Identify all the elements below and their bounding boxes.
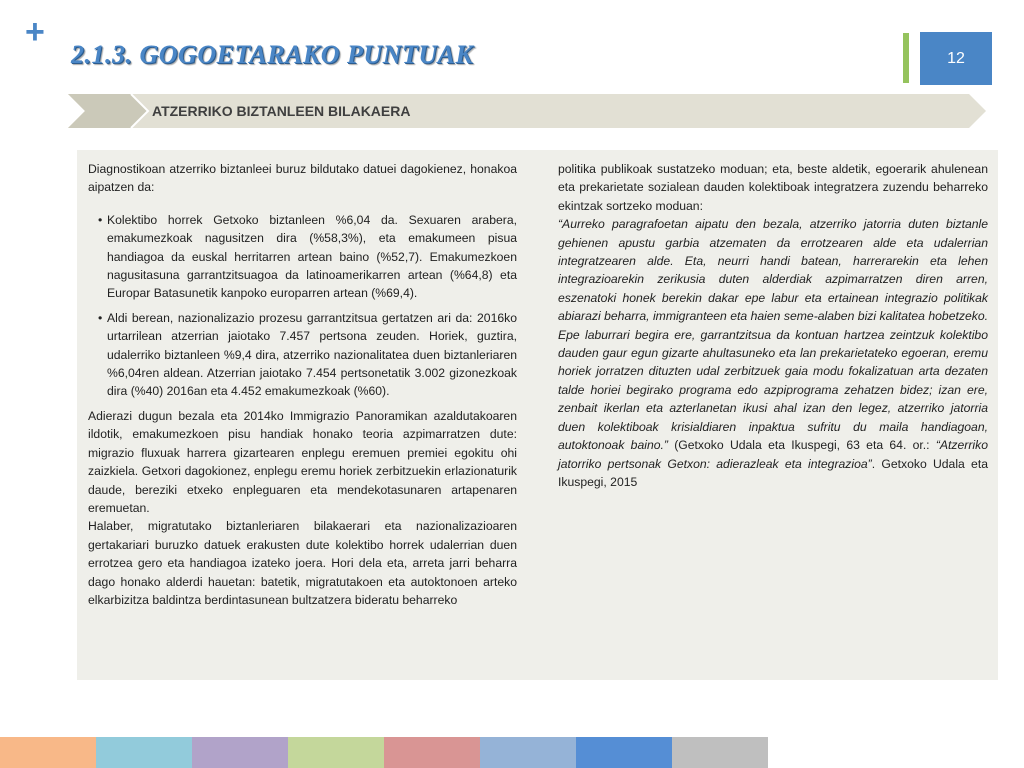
plus-icon: +	[25, 13, 45, 51]
citation-text: . Getxoko Udala eta Ikuspegi, 2015	[558, 456, 989, 489]
left-column	[88, 160, 517, 609]
footer-color-block	[576, 737, 672, 768]
title-divider-bar	[903, 33, 909, 83]
footer-color-block	[480, 737, 576, 768]
body-paragraph: politika publikoak sustatzeko moduan; eta, beste aldetik, egoerarik ahulenean eta prekarietate sozialean dauden kolektiboak integratzera zuzendu beharreko ekintzak sortzeko moduan:	[558, 162, 988, 213]
list-item-text: Aldi berean, nazionalizazio prozesu garrantzitsua gertatzen ari da: 2016ko urtarrilean atzerrian jaiotako 7.457 pertsona zeuden. Horiek, guztira, udalerriko biztanleen %9,4 dira, atzerriko nazionalitatea duen biztanleriaren %6,04ren aldean. Atzerrian jaiotako 7.454 pertsonetatik 3.002 gizonezkoak dira (%40) 2016an eta 4.452 emakumezkoak (%60).	[107, 310, 517, 399]
citation-title: “Atzerriko jatorriko pertsonak Getxon: adierazleak eta integrazioa”	[558, 438, 988, 471]
section-banner	[68, 94, 986, 128]
footer-color-block	[384, 737, 480, 768]
page-title: 2.1.3. GOGOETARAKO PUNTUAK	[71, 40, 474, 69]
bullet-list	[88, 211, 517, 401]
footer-color-block	[192, 737, 288, 768]
footer-color-block	[0, 737, 96, 768]
banner-label: ATZERRIKO BIZTANLEEN BILAKAERA	[152, 103, 411, 119]
footer-color-block	[288, 737, 384, 768]
body-paragraph: Adierazi dugun bezala eta 2014ko Immigrazio Panoramikan azaldutakoaren ildotik, emakumezkoen pisu handiak honako teoria azpimarratzen dute: migrazio fluxuak harrera gizartearen enplegu eremuen premiei egokitu ohi zaizkiela. Getxori dagokionez, enplegu eremu horiek zerbitzuekin erlazionaturik daude, bereziki etxeko enpleguaren eta mendekotasunaren artapenaren eremuetan.	[88, 408, 517, 515]
list-item	[88, 211, 517, 303]
content-panel	[77, 150, 998, 680]
body-paragraph: Halaber, migratutako biztanleriaren bilakaerari eta nazionalizazioaren gertakariari buruzko datuek erakusten dute kolektibo horrek udalerrian duen errotzea gero eta handiagoa izateko joera. Hori dela eta, arreta jarri beharra dago honako alderdi hauetan: batetik, migratutakoen eta autoktonoen arteko elkarbizitza baldintza berdintasunean bultzatzera bideratu beharreko	[88, 519, 517, 607]
quote-text: “Aurreko paragrafoetan aipatu den bezala, atzerriko jatorria duten biztanle gehienen apustu garbia atzematen da errotzearen alde eta udalerrian integratzearen alde. Eta, neurri handi batean, harrerarekin eta lehen integrazioarekin zerikusia duten alderdiak azpimarratzen diren arren, eszenatoki honek berekin dakar epe labur eta ertainean integrazio politikak abiarazi beharra, immigranteen eta haien seme-alaben bizi kalitatea hobetzeko. Epe laburrari begira ere, garrantzitsua da kontuan hartzea zeintzuk kolektibo dauden gaur egun gizarte ahultasuneko eta lan prekarietateko egoeran, eremu horiek jorratzen dituzten udal zerbitzuek gaia modu fokalizatuan arta dezaten talde horiei begirako programa edo azpiprograma zehatzen bidez; izan ere, zenbait ikerlan eta azterlanetan ikusi ahal izan den legez, atzerriko jatorria duen kolektiboak krisialdiaren inpaktua sufritu du maila handiagoan, autoktonoak baino.”	[558, 217, 988, 453]
footer-color-strip	[0, 737, 1024, 768]
page-number-box	[920, 32, 992, 85]
list-item	[88, 309, 517, 401]
bullet-icon: •	[98, 310, 103, 325]
list-item-text: Kolektibo horrek Getxoko biztanleen %6,04 da. Sexuaren arabera, emakumezkoak nagusitzen dira (%58,3%), eta emakumeen pisua handiagoa da euskal herritarren artean baino (%52,7). Emakumezkoen nagusitasuna garrantzitsuagoa da latinoamerikarren artean (%64,8) eta Europar Batasunetik kanpoko europarren artean (%69,4).	[107, 212, 517, 301]
bullet-icon: •	[98, 212, 103, 227]
right-column	[558, 160, 988, 491]
footer-color-block	[96, 737, 192, 768]
intro-paragraph: Diagnostikoan atzerriko biztanleei buruz bildutako datuei dagokienez, honakoa aipatzen da:	[88, 162, 517, 195]
citation-text: (Getxoko Udala eta Ikuspegi, 63 eta 64. or.:	[667, 438, 936, 453]
page-number: 12	[947, 49, 965, 67]
footer-color-block	[672, 737, 768, 768]
quote-paragraph	[558, 215, 988, 491]
